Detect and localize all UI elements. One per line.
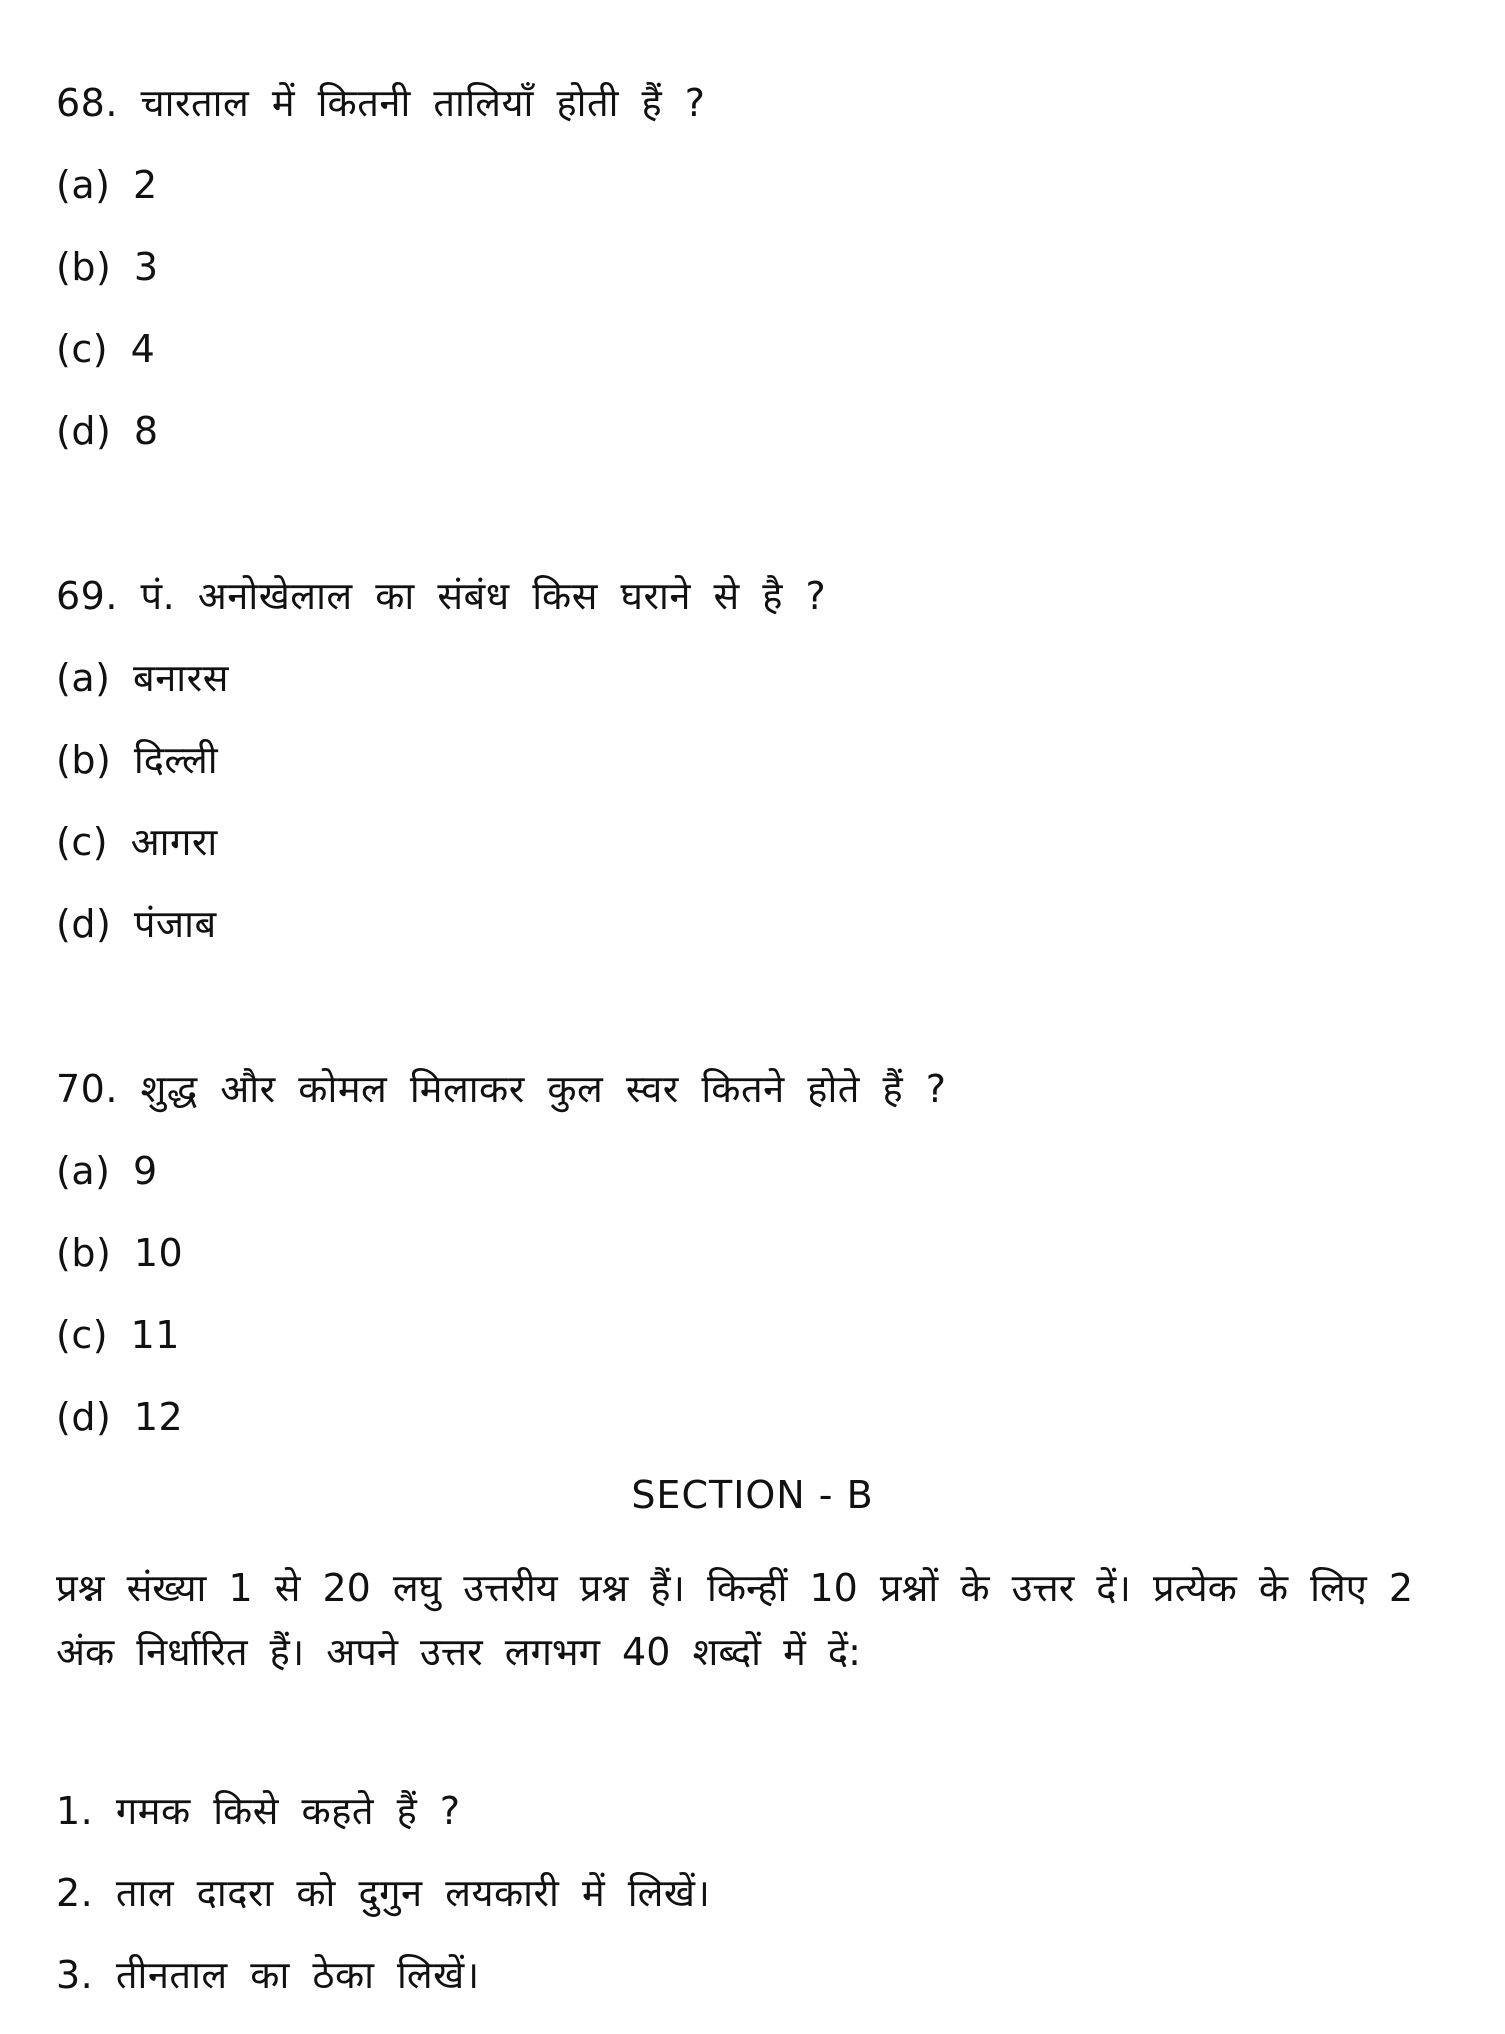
question-68: 68. चारताल में कितनी तालियाँ होती हैं ? (56, 81, 706, 125)
q68-option-b: (b) 3 (56, 245, 159, 289)
q70-option-d: (d) 12 (56, 1395, 184, 1439)
q69-option-b: (b) दिल्ली (56, 738, 219, 782)
q68-option-d: (d) 8 (56, 409, 159, 453)
q69-option-d: (d) पंजाब (56, 902, 217, 946)
short-question-1: 1. गमक किसे कहते हैं ? (56, 1789, 461, 1833)
question-70: 70. शुद्ध और कोमल मिलाकर कुल स्वर कितने होते हैं ? (56, 1067, 947, 1111)
short-question-3: 3. तीनताल का ठेका लिखें। (56, 1953, 480, 1997)
q68-option-a: (a) 2 (56, 163, 158, 207)
q68-option-c: (c) 4 (56, 327, 156, 371)
section-b-title: SECTION - B (631, 1473, 874, 1517)
q69-option-a: (a) बनारस (56, 656, 229, 700)
question-69: 69. पं. अनोखेलाल का संबंध किस घराने से है ? (56, 574, 827, 618)
section-b-instructions: प्रश्न संख्या 1 से 20 लघु उत्तरीय प्रश्न हैं। किन्हीं 10 प्रश्नों के उत्तर दें। प्रत्येक के लिए 2 अंक निर्धारित हैं। अपने उत्तर लगभग 40 शब्दों में दें: (56, 1566, 1414, 1674)
q70-option-b: (b) 10 (56, 1231, 184, 1275)
q69-option-c: (c) आगरा (56, 820, 218, 864)
short-question-2: 2. ताल दादरा को दुगुन लयकारी में लिखें। (56, 1871, 711, 1915)
q70-option-c: (c) 11 (56, 1313, 180, 1357)
q70-option-a: (a) 9 (56, 1149, 158, 1193)
